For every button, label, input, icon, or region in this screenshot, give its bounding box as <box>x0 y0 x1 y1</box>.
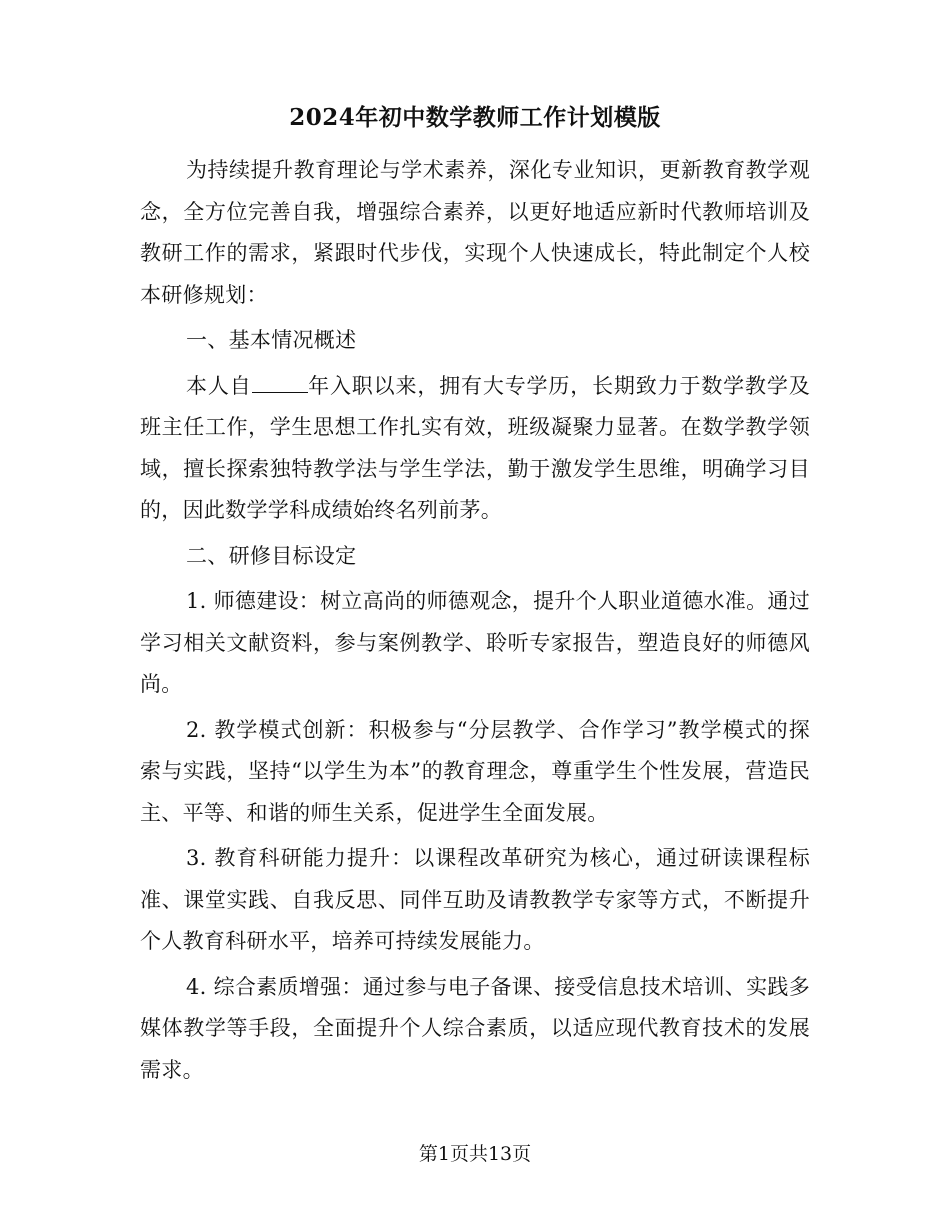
basic-info-text-start: 本人自 <box>186 373 252 398</box>
document-body <box>140 150 810 1095</box>
section-heading-goals: 二、研修目标设定 <box>186 543 357 568</box>
page-number-footer: 第1页共13页 <box>418 1143 532 1165</box>
fill-in-blank-year <box>252 372 308 393</box>
goal-item-teaching-model: 2. 教学模式创新：积极参与“分层教学、合作学习”教学模式的探索与实践，坚持“以学生为本”的教育理念，尊重学生个性发展，营造民主、平等、和谐的师生关系，促进学生全面发展。 <box>140 717 810 825</box>
goal-item-ethics: 1. 师德建设：树立高尚的师德观念，提升个人职业道德水准。通过学习相关文献资料，参与案例教学、聆听专家报告，塑造良好的师德风尚。 <box>140 589 811 696</box>
section-heading-basic-info: 一、基本情况概述 <box>186 328 357 352</box>
intro-paragraph: 为持续提升教育理论与学术素养，深化专业知识，更新教育教学观念，全方位完善自我，增强综合素养，以更好地适应新时代教师培训及教研工作的需求，紧跟时代步伐，实现个人快速成长，特此制定个人校本研修规划： <box>140 158 810 307</box>
basic-info-text-rest: 年入职以来，拥有大专学历，长期致力于数学教学及班主任工作，学生思想工作扎实有效，班级凝聚力显著。在数学教学领域，擅长探索独特教学法与学生学法，勤于激发学生思维，明确学习目的，因此数学学科成绩始终名列前茅。 <box>140 373 810 522</box>
basic-info-paragraph <box>140 366 810 532</box>
goal-item-research: 3. 教育科研能力提升：以课程改革研究为核心，通过研读课程标准、课堂实践、自我反思、同伴互助及请教教学专家等方式，不断提升个人教育科研水平，培养可持续发展能力。 <box>140 846 810 953</box>
goal-item-quality: 4. 综合素质增强：通过参与电子备课、接受信息技术培训、实践多媒体教学等手段，全面提升个人综合素质，以适应现代教育技术的发展需求。 <box>140 974 811 1082</box>
document-title: 2024年初中数学教师工作计划模版 <box>289 104 661 131</box>
